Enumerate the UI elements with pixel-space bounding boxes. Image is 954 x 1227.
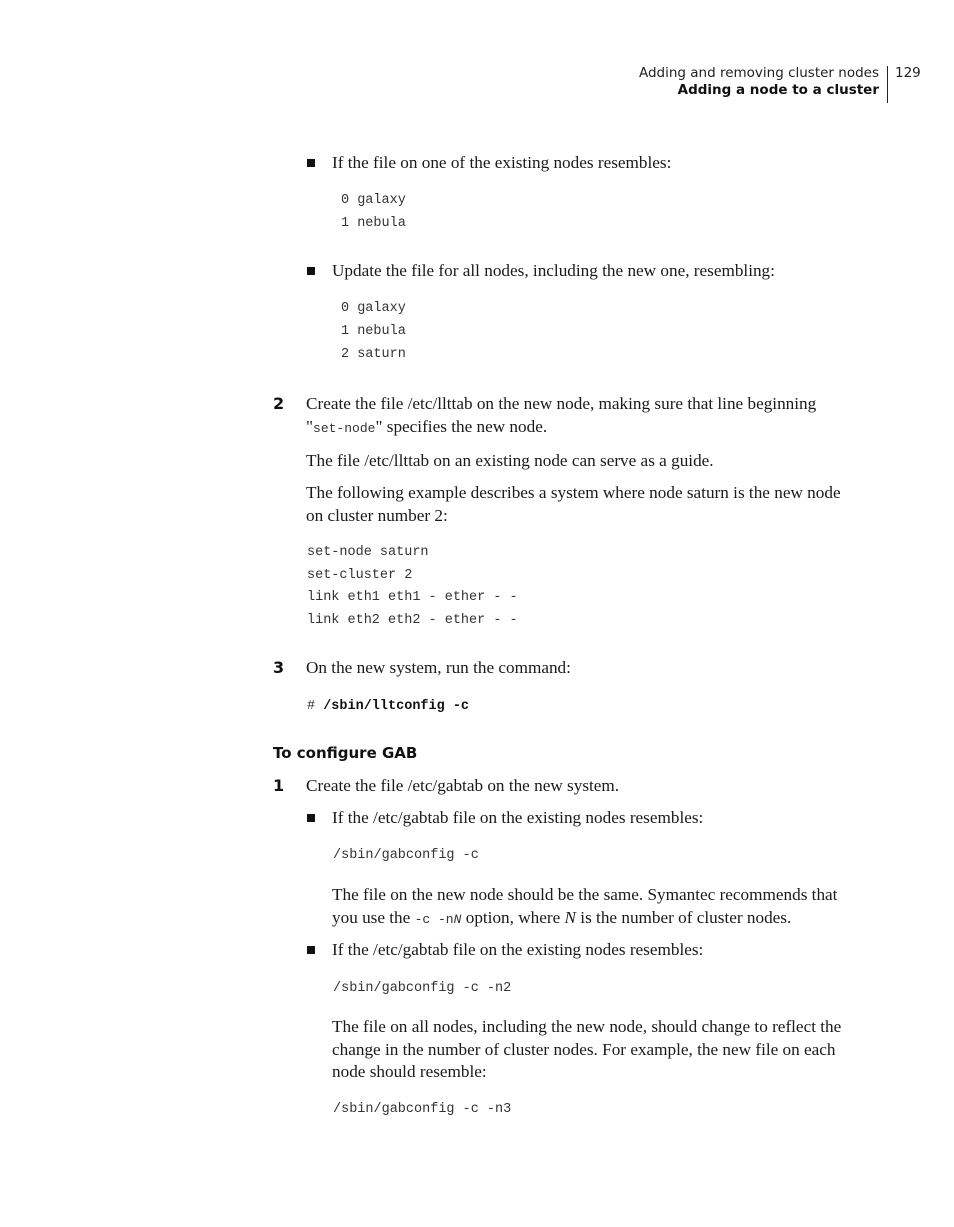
bullet-marker	[307, 159, 315, 167]
gab-bullet1-text: If the /etc/gabtab file on the existing nodes resembles:	[332, 808, 704, 827]
bullet-marker	[307, 814, 315, 822]
code-line: link eth2 eth2 - ether - -	[307, 613, 518, 628]
inline-code-set-node: set-node	[313, 421, 376, 436]
code-line: link eth1 eth1 - ether - -	[307, 590, 518, 605]
bullet-text-update-llthosts: Update the file for all nodes, including the new one, resembling:	[332, 261, 775, 280]
code-line: 0 galaxy	[341, 301, 406, 316]
code-line: /sbin/gabconfig -c -n3	[333, 1102, 512, 1117]
gab-bullet2-text: If the /etc/gabtab file on the existing nodes resembles:	[332, 940, 704, 959]
gab-para2-line3: node should resemble:	[332, 1062, 487, 1081]
running-header-chapter: Adding and removing cluster nodes	[638, 65, 879, 81]
command-prompt: #	[307, 699, 324, 714]
page-number: 129	[895, 65, 921, 81]
step2-guide-text: The file /etc/llttab on an existing node can serve as a guide.	[306, 451, 714, 470]
step-number: 3	[273, 658, 285, 677]
gab-para2-line2: change in the number of cluster nodes. For example, the new file on each	[332, 1040, 836, 1059]
step2-text-line1: Create the file /etc/llttab on the new node, making sure that line beginning	[306, 394, 817, 413]
para1-pre: you use the	[332, 908, 415, 927]
step2-example-line2: on cluster number 2:	[306, 506, 448, 525]
code-line: 1 nebula	[341, 216, 406, 231]
gab-para1-line1: The file on the new node should be the same. Symantec recommends that	[332, 885, 838, 904]
header-divider	[887, 66, 888, 103]
step2-text-line2-rest: " specifies the new node.	[375, 417, 548, 436]
gab-para1-line2	[332, 906, 791, 931]
bullet-text-existing-llthosts: If the file on one of the existing nodes resembles:	[332, 153, 672, 172]
code-line: /sbin/gabconfig -c	[333, 848, 479, 863]
para1-post: is the number of cluster nodes.	[576, 908, 792, 927]
step2-example-line1: The following example describes a system where node saturn is the new node	[306, 483, 841, 502]
step-number: 1	[273, 776, 285, 795]
bullet-marker	[307, 946, 315, 954]
procedure-heading: To configure GAB	[273, 744, 418, 762]
code-line: 0 galaxy	[341, 193, 406, 208]
bullet-marker	[307, 267, 315, 275]
code-line: set-node saturn	[307, 545, 429, 560]
command-line	[307, 698, 469, 716]
gab-step1-text: Create the file /etc/gabtab on the new system.	[306, 776, 620, 795]
running-header-section: Adding a node to a cluster	[677, 82, 879, 98]
inline-code-option-n: N	[453, 912, 462, 927]
command-lltconfig: /sbin/lltconfig -c	[323, 699, 470, 714]
code-line: 2 saturn	[341, 347, 406, 362]
para1-mid: option, where	[461, 908, 565, 927]
quote-open: "	[306, 417, 314, 436]
para1-italic-n: N	[564, 908, 576, 927]
step-number: 2	[273, 394, 285, 413]
code-line: /sbin/gabconfig -c -n2	[333, 981, 512, 996]
inline-code-option: -c -n	[414, 912, 454, 927]
step3-text: On the new system, run the command:	[306, 658, 571, 677]
code-line: set-cluster 2	[307, 568, 413, 583]
step2-text-line2	[306, 415, 547, 440]
gab-para2-line1: The file on all nodes, including the new node, should change to reflect the	[332, 1017, 842, 1036]
code-line: 1 nebula	[341, 324, 406, 339]
